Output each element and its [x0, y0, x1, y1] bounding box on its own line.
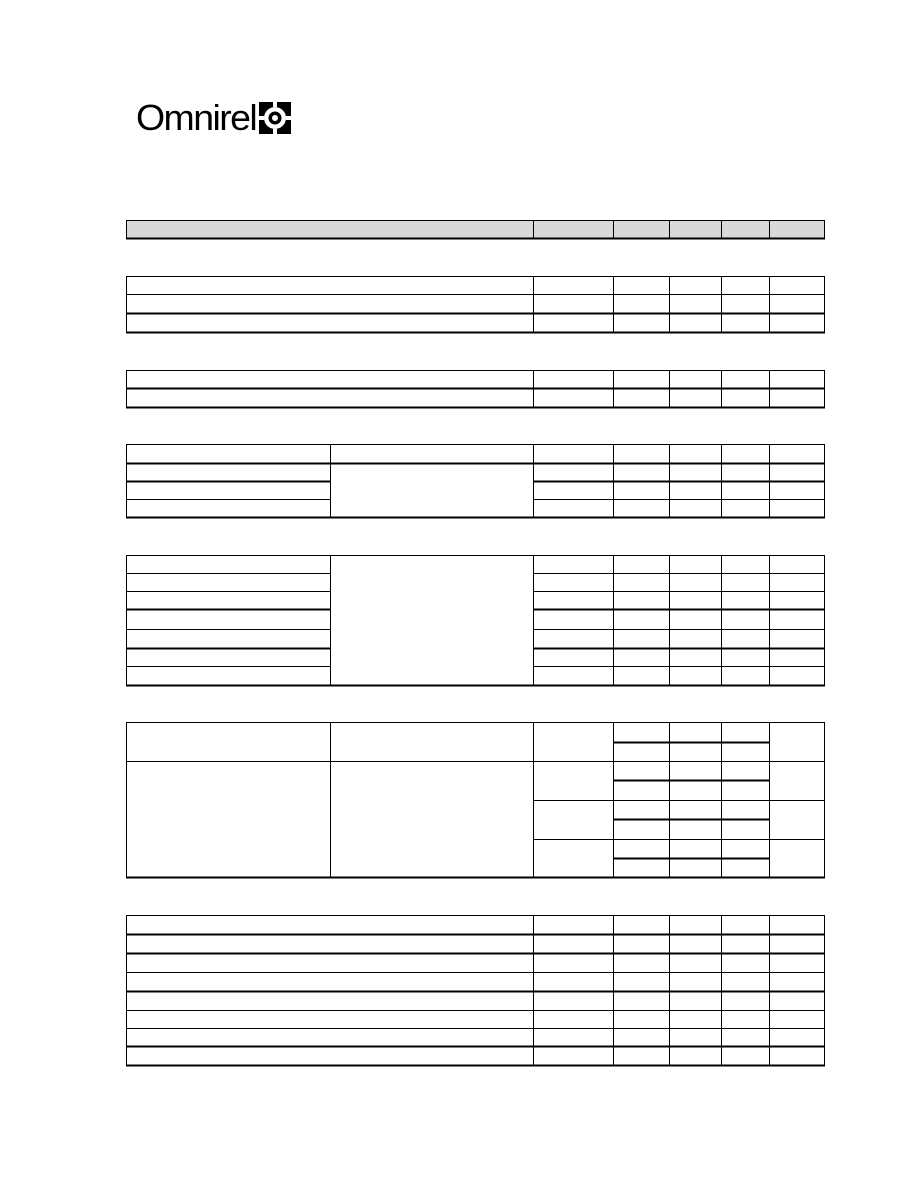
table-block-1	[126, 277, 825, 333]
table-block-6	[126, 916, 825, 1066]
table-block-3	[126, 445, 825, 518]
table-block-4	[126, 556, 825, 686]
table-block-2	[126, 371, 825, 408]
table-block-5	[126, 723, 825, 878]
header-row-table	[126, 221, 825, 239]
logo-wordmark: Omnirel	[136, 97, 257, 138]
